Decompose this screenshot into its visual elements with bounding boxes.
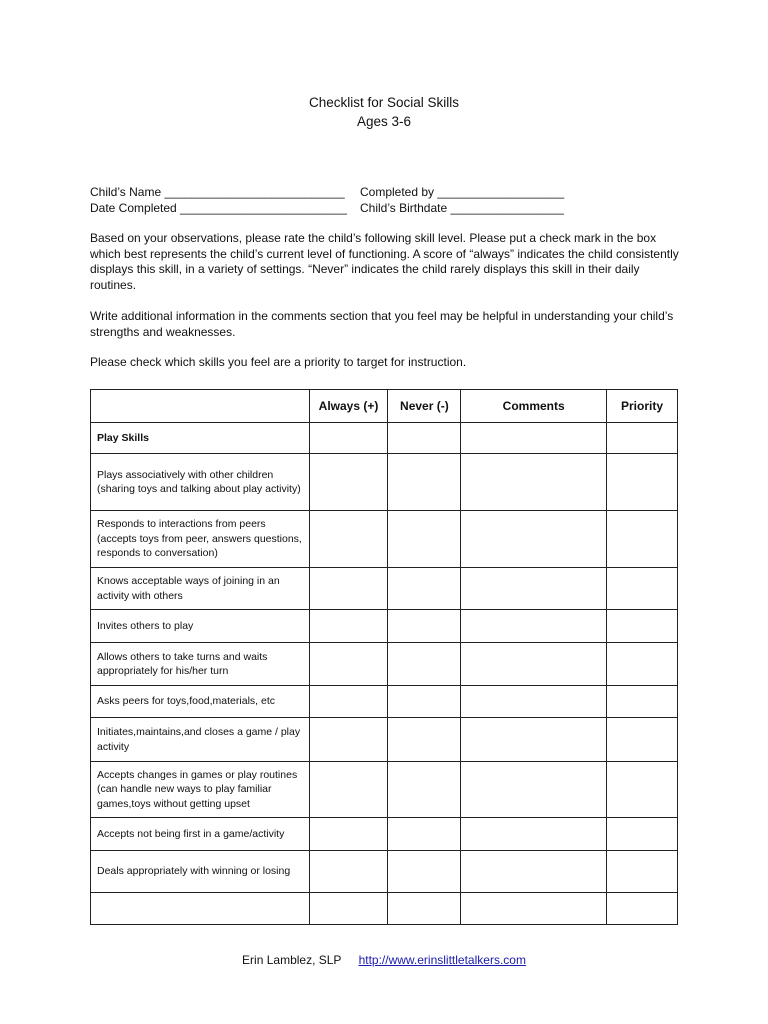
skill-label: Initiates,maintains,and closes a game / play activity [91, 718, 310, 762]
field-row-1 [90, 184, 564, 200]
table-row [91, 818, 678, 851]
never-cell[interactable] [388, 423, 461, 454]
priority-cell[interactable] [607, 893, 678, 925]
always-cell[interactable] [309, 568, 388, 610]
skill-label: Knows acceptable ways of joining in an activity with others [91, 568, 310, 610]
table-row [91, 718, 678, 762]
comments-cell[interactable] [461, 454, 607, 511]
always-cell[interactable] [309, 893, 388, 925]
priority-cell[interactable] [607, 643, 678, 686]
skill-label: Asks peers for toys,food,materials, etc [91, 686, 310, 718]
section-row [91, 423, 678, 454]
priority-cell[interactable] [607, 454, 678, 511]
table-row [91, 686, 678, 718]
always-cell[interactable] [309, 686, 388, 718]
priority-cell[interactable] [607, 423, 678, 454]
always-cell[interactable] [309, 818, 388, 851]
table-header-row [91, 390, 678, 423]
priority-cell[interactable] [607, 818, 678, 851]
never-cell[interactable] [388, 686, 461, 718]
never-cell[interactable] [388, 610, 461, 643]
page-subtitle: Ages 3-6 [356, 114, 412, 129]
priority-cell[interactable] [607, 610, 678, 643]
never-cell[interactable] [388, 454, 461, 511]
always-cell[interactable] [309, 851, 388, 893]
never-cell[interactable] [388, 511, 461, 568]
footer [0, 953, 768, 967]
skill-label: Deals appropriately with winning or losing [91, 851, 310, 893]
always-cell[interactable] [309, 423, 388, 454]
comments-cell[interactable] [461, 718, 607, 762]
skill-label [91, 893, 310, 925]
always-cell[interactable] [309, 610, 388, 643]
table-row [91, 893, 678, 925]
skill-label: Allows others to take turns and waits appropriately for his/her turn [91, 643, 310, 686]
date-completed-field[interactable]: Date Completed _________________________ [90, 201, 347, 215]
priority-cell[interactable] [607, 568, 678, 610]
skill-label: Accepts not being first in a game/activity [91, 818, 310, 851]
always-cell[interactable] [309, 511, 388, 568]
always-cell[interactable] [309, 643, 388, 686]
info-fields [90, 184, 564, 216]
instructions-paragraph-3: Please check which skills you feel are a priority to target for instruction. [90, 355, 467, 369]
footer-website-link[interactable]: http://www.erinslittletalkers.com [358, 953, 526, 967]
skill-label: Invites others to play [91, 610, 310, 643]
skill-label: Accepts changes in games or play routines (can handle new ways to play familiar games,toys without getting upset [91, 762, 310, 818]
priority-cell[interactable] [607, 718, 678, 762]
comments-cell[interactable] [461, 610, 607, 643]
table-row [91, 610, 678, 643]
skills-checklist-table [90, 389, 678, 925]
always-cell[interactable] [309, 718, 388, 762]
childs-name-field[interactable]: Child’s Name ___________________________ [90, 185, 345, 199]
instructions-paragraph-2: Write additional information in the comments section that you feel may be helpful in understanding your child’s strengths and weaknesses. [90, 309, 674, 339]
instructions-paragraph-1: Based on your observations, please rate the child’s following skill level. Please put a check mark in the box which best represents the child’s current level of functioning. A score of “always” indicates the child consistently displays this skill, in a variety of settings. “Never” indicates the child rarely displays this skill in their daily routines. [90, 231, 679, 292]
skill-label: Plays associatively with other children (sharing toys and talking about play activity) [91, 454, 310, 511]
comments-cell[interactable] [461, 851, 607, 893]
never-cell[interactable] [388, 851, 461, 893]
table-row [91, 643, 678, 686]
section-label: Play Skills [91, 423, 310, 454]
header-comments: Comments [461, 390, 607, 423]
header-never: Never (-) [388, 390, 461, 423]
comments-cell[interactable] [461, 423, 607, 454]
comments-cell[interactable] [461, 643, 607, 686]
field-row-2 [90, 200, 564, 216]
header-always: Always (+) [309, 390, 388, 423]
never-cell[interactable] [388, 818, 461, 851]
header-priority: Priority [607, 390, 678, 423]
skill-label: Responds to interactions from peers (accepts toys from peer, answers questions, responds to conversation) [91, 511, 310, 568]
never-cell[interactable] [388, 643, 461, 686]
priority-cell[interactable] [607, 851, 678, 893]
never-cell[interactable] [388, 893, 461, 925]
footer-author: Erin Lamblez, SLP [242, 953, 342, 967]
never-cell[interactable] [388, 762, 461, 818]
priority-cell[interactable] [607, 511, 678, 568]
table-row [91, 454, 678, 511]
comments-cell[interactable] [461, 818, 607, 851]
comments-cell[interactable] [461, 511, 607, 568]
never-cell[interactable] [388, 718, 461, 762]
always-cell[interactable] [309, 454, 388, 511]
table-row [91, 511, 678, 568]
comments-cell[interactable] [461, 762, 607, 818]
header-skill [91, 390, 310, 423]
comments-cell[interactable] [461, 893, 607, 925]
table-row [91, 568, 678, 610]
comments-cell[interactable] [461, 686, 607, 718]
completed-by-field[interactable]: Completed by ___________________ [360, 185, 565, 199]
priority-cell[interactable] [607, 686, 678, 718]
childs-birthdate-field[interactable]: Child’s Birthdate _________________ [360, 201, 564, 215]
table-row [91, 851, 678, 893]
comments-cell[interactable] [461, 568, 607, 610]
priority-cell[interactable] [607, 762, 678, 818]
always-cell[interactable] [309, 762, 388, 818]
page-title: Checklist for Social Skills [308, 95, 460, 110]
never-cell[interactable] [388, 568, 461, 610]
table-row [91, 762, 678, 818]
title-block [0, 93, 768, 131]
